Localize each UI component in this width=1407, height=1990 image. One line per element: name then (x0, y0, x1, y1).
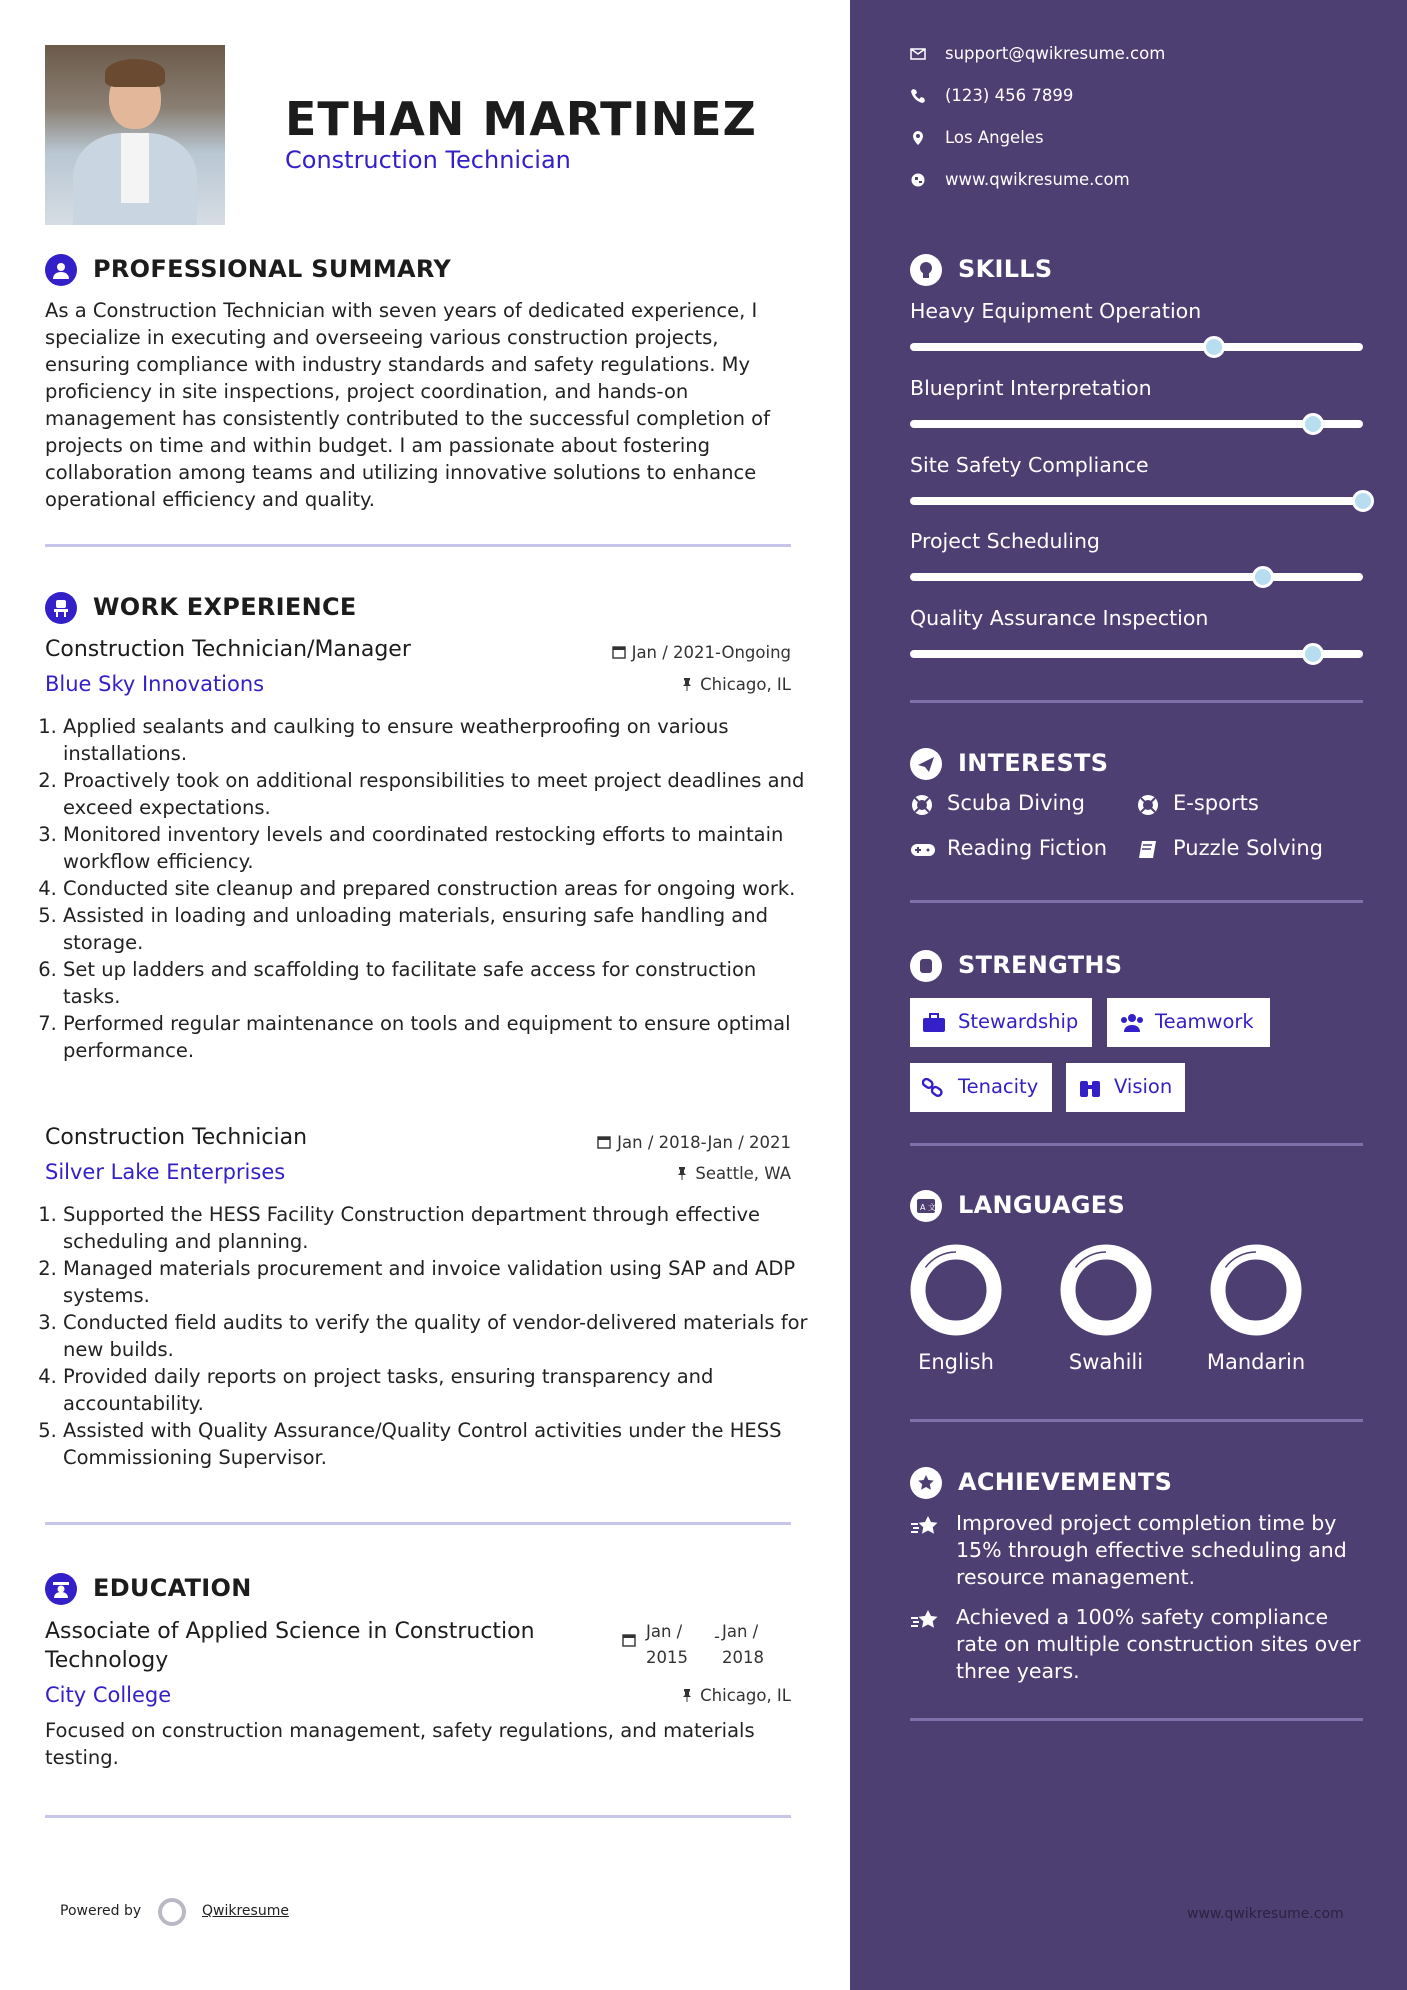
briefcase-icon (922, 1013, 946, 1033)
pin-icon (681, 677, 693, 691)
job-title: Construction Technician/Manager (45, 637, 411, 662)
skill-bar (910, 573, 1363, 581)
candidate-role: Construction Technician (285, 146, 571, 174)
divider (910, 1718, 1363, 1721)
divider (910, 900, 1363, 903)
paper-plane-icon (910, 748, 942, 780)
achievement-item: Improved project completion time by 15% through effective scheduling and resource management. (910, 1510, 1370, 1591)
experience-heading: WORK EXPERIENCE (93, 593, 357, 621)
languages-heading: LANGUAGES (958, 1191, 1126, 1219)
users-icon (1119, 1013, 1145, 1033)
star-icon (910, 1609, 942, 1633)
job-bullets (45, 713, 808, 1064)
divider (910, 1143, 1363, 1146)
candidate-name: ETHAN MARTINEZ (285, 92, 757, 146)
fist-icon (910, 950, 942, 982)
job-title: Construction Technician (45, 1125, 308, 1150)
school-name: City College (45, 1683, 172, 1707)
skill-bar (910, 650, 1363, 658)
skill-level-knob (1203, 336, 1225, 358)
pin-icon (681, 1688, 693, 1702)
binoculars-icon (1078, 1078, 1102, 1098)
list-item: 4. Provided daily reports on project tasks, ensuring transparency and accountability. (63, 1363, 808, 1417)
calendar-icon (597, 1135, 611, 1149)
divider (910, 1419, 1363, 1422)
divider (45, 544, 791, 547)
skill-level-knob (1352, 490, 1374, 512)
book-icon (1136, 838, 1160, 862)
star-icon (910, 1515, 942, 1539)
interests-heading: INTERESTS (958, 749, 1109, 777)
chair-icon (45, 592, 77, 624)
achievement-item: Achieved a 100% safety compliance rate on multiple construction sites over three years. (910, 1604, 1370, 1685)
link-icon (922, 1078, 944, 1098)
job-date: Jan / 2021-Ongoing (580, 643, 791, 662)
education-heading: EDUCATION (93, 1574, 252, 1602)
lifebuoy-icon (910, 793, 934, 817)
phone-icon (910, 88, 926, 104)
skill-label: Site Safety Compliance (910, 453, 1149, 477)
strength-chip: Vision (1066, 1063, 1185, 1112)
profile-photo (45, 45, 225, 225)
skill-label: Blueprint Interpretation (910, 376, 1152, 400)
skill-label: Project Scheduling (910, 529, 1100, 553)
language-icon (910, 1190, 942, 1222)
job-bullets (45, 1201, 808, 1471)
education-description: Focused on construction management, safety regulations, and materials testing. (45, 1719, 755, 1769)
skill-bar (910, 497, 1363, 505)
envelope-icon (910, 46, 926, 62)
list-item: 3. Monitored inventory levels and coordinated restocking efforts to maintain workflow efficiency. (63, 821, 808, 875)
achievements-heading: ACHIEVEMENTS (958, 1468, 1173, 1496)
skill-bar (910, 343, 1363, 351)
list-item: 1. Supported the HESS Facility Construction department through effective scheduling and planning. (63, 1201, 808, 1255)
language-ring (1206, 1240, 1306, 1340)
skill-level-knob (1302, 643, 1324, 665)
list-item: 1. Applied sealants and caulking to ensure weatherproofing on various installations. (63, 713, 808, 767)
footer-website[interactable]: www.qwikresume.com (1187, 1906, 1344, 1922)
job-date: Jan / 2018-Jan / 2021 (560, 1133, 791, 1152)
calendar-icon (612, 645, 626, 659)
language-label: Swahili (1068, 1350, 1144, 1374)
strength-chip: Tenacity (910, 1063, 1052, 1112)
strength-chip: Stewardship (910, 998, 1092, 1047)
list-item: 3. Conducted field audits to verify the quality of vendor-delivered materials for new builds. (63, 1309, 808, 1363)
skill-label: Quality Assurance Inspection (910, 606, 1209, 630)
lightbulb-icon (910, 254, 942, 286)
list-item: 5. Assisted with Quality Assurance/Quality Control activities under the HESS Commissioning Supervisor. (63, 1417, 808, 1471)
summary-heading: PROFESSIONAL SUMMARY (93, 255, 452, 283)
star-badge-icon (910, 1467, 942, 1499)
user-icon (45, 254, 77, 286)
education-date: Jan / 2015 - Jan / 2018 (620, 1619, 791, 1669)
job-location: Chicago, IL (580, 675, 791, 694)
degree-title: Associate of Applied Science in Construction Technology (45, 1619, 535, 1673)
education-location: Chicago, IL (580, 1686, 791, 1705)
language-item (1051, 1240, 1161, 1374)
list-item: 5. Assisted in loading and unloading materials, ensuring safe handling and storage. (63, 902, 808, 956)
powered-by-label: Powered by (60, 1903, 142, 1919)
calendar-icon (622, 1633, 636, 1647)
list-item: 2. Managed materials procurement and invoice validation using SAP and ADP systems. (63, 1255, 808, 1309)
language-item (1201, 1240, 1311, 1374)
list-item: 4. Conducted site cleanup and prepared construction areas for ongoing work. (63, 875, 808, 902)
language-ring (1056, 1240, 1156, 1340)
list-item: 7. Performed regular maintenance on tools and equipment to ensure optimal performance. (63, 1010, 808, 1064)
job-location: Seattle, WA (580, 1164, 791, 1183)
pin-icon (676, 1166, 688, 1180)
divider (45, 1522, 791, 1525)
strength-chip: Teamwork (1107, 998, 1270, 1047)
job-company: Silver Lake Enterprises (45, 1160, 286, 1184)
language-label: Mandarin (1206, 1350, 1306, 1374)
list-item: 2. Proactively took on additional responsibilities to meet project deadlines and exceed expectations. (63, 767, 808, 821)
qwikresume-logo (158, 1898, 186, 1926)
language-item (901, 1240, 1011, 1374)
lifebuoy-icon (1136, 793, 1160, 817)
divider (910, 700, 1363, 703)
qwikresume-link[interactable]: Qwikresume (202, 1903, 289, 1919)
globe-icon (910, 172, 926, 188)
skill-bar (910, 420, 1363, 428)
skill-label: Heavy Equipment Operation (910, 299, 1202, 323)
strengths-heading: STRENGTHS (958, 951, 1123, 979)
language-ring (906, 1240, 1006, 1340)
svg-text:A 文: A 文 (920, 1203, 937, 1212)
map-pin-icon (910, 130, 926, 146)
skill-level-knob (1302, 413, 1324, 435)
list-item: 6. Set up ladders and scaffolding to facilitate safe access for construction tasks. (63, 956, 808, 1010)
job-company: Blue Sky Innovations (45, 672, 265, 696)
divider (45, 1815, 791, 1818)
graduate-icon (45, 1573, 77, 1605)
skills-heading: SKILLS (958, 255, 1053, 283)
summary-text: As a Construction Technician with seven years of dedicated experience, I specialize in executing and overseeing various construction projects, ensuring compliance with industry standards and safety regulations. My proficiency in site inspections, project coordination, and hands-on management has consistently contributed to the successful completion of projects on time and within budget. I am passionate about fostering collaboration among teams and utilizing innovative solutions to enhance operational efficiency and quality. (45, 299, 770, 511)
gamepad-icon (910, 838, 936, 862)
language-label: English (918, 1350, 994, 1374)
